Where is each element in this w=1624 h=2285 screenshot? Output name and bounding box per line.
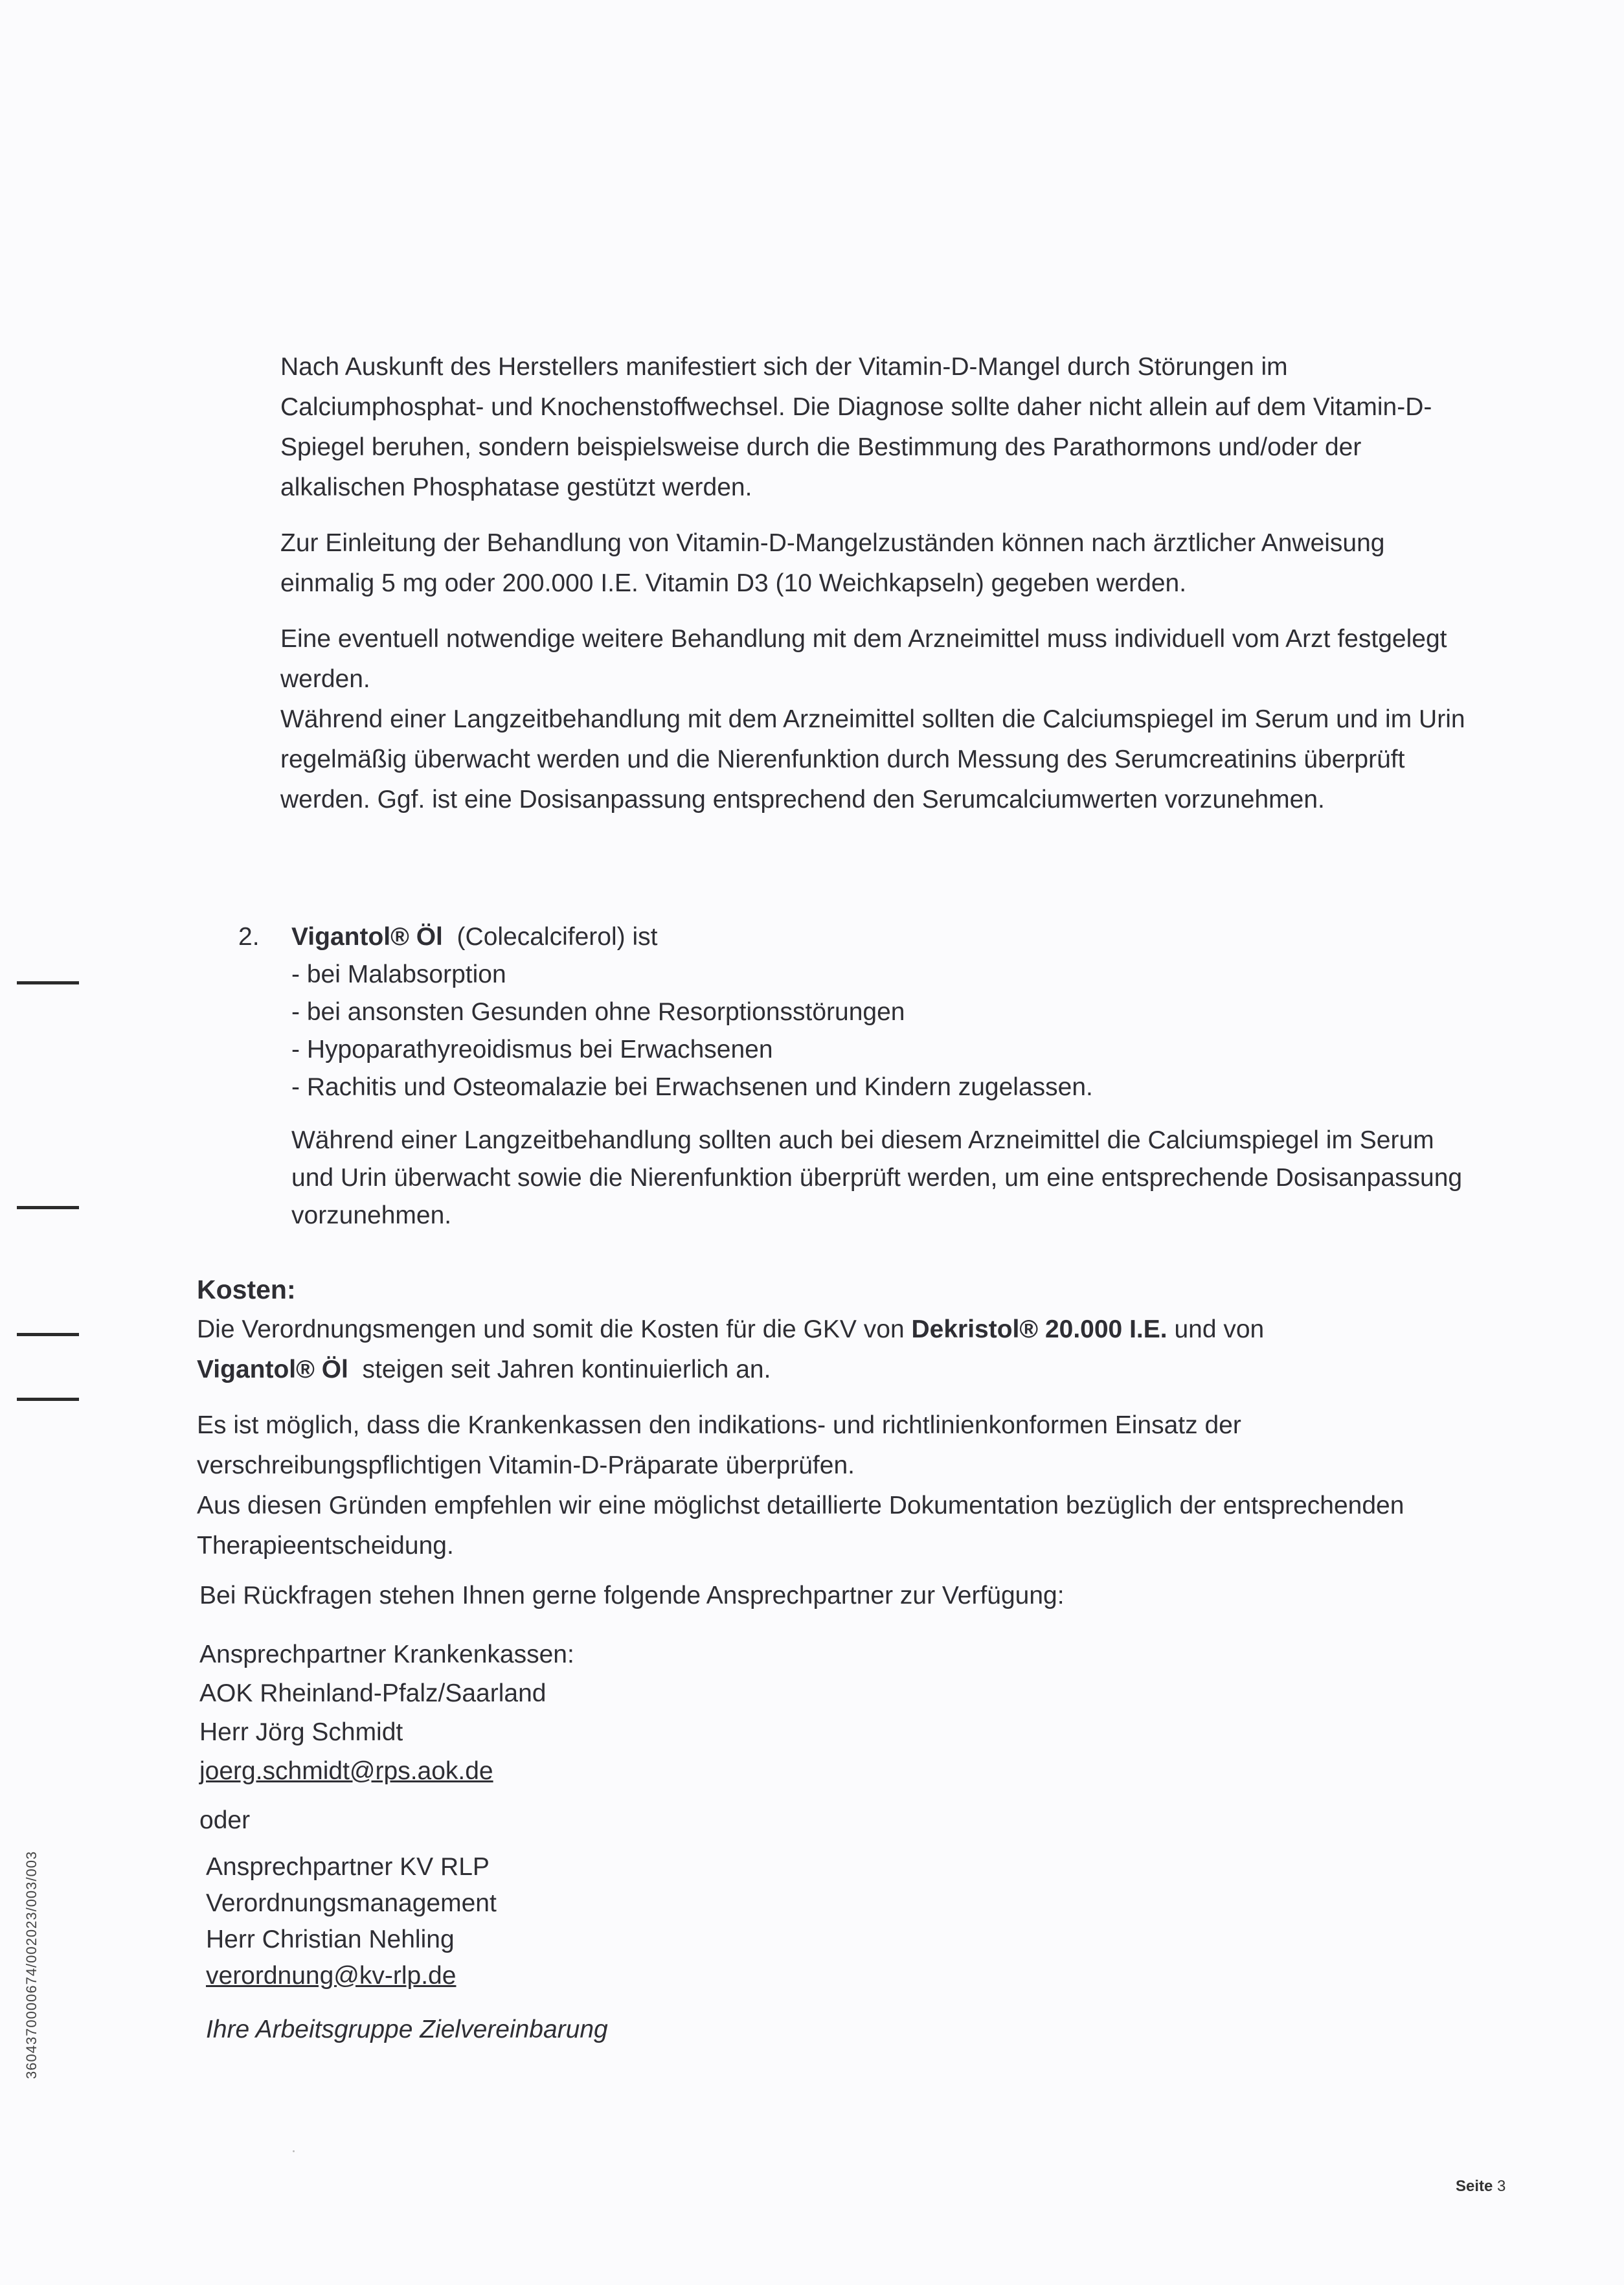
list-item-body (291, 918, 1522, 1234)
kosten-drug-dekristol: Dekristol® 20.000 I.E. (911, 1315, 1167, 1343)
drug-substance: (Colecalciferol) ist (457, 923, 658, 951)
contact-aok (199, 1635, 976, 1791)
side-mark-1 (17, 981, 79, 984)
kosten-heading: Kosten: (197, 1275, 296, 1304)
contact-kv (206, 1849, 983, 1994)
kosten-paragraph-2: Es ist möglich, dass die Krankenkassen den indikations- und richtlinienkonformen Einsatz der verschreibungspflichtigen Vitamin-D-Präparate überprüfen. (197, 1411, 1241, 1479)
contact-aok-org: AOK Rheinland-Pfalz/Saarland (199, 1679, 547, 1707)
indication-2: - bei ansonsten Gesunden ohne Resorptionsstörungen (291, 998, 905, 1026)
drug-name: Vigantol® Öl (291, 923, 443, 951)
kosten-line-2b: steigen seit Jahren kontinuierlich an. (362, 1356, 771, 1383)
list-number: 2. (238, 923, 260, 951)
contact-aok-title: Ansprechpartner Krankenkassen: (199, 1641, 574, 1668)
intro-paragraph-1: Nach Auskunft des Herstellers manifestiert sich der Vitamin-D-Mangel durch Störungen im Calciumphosphat- und Knochenstoffwechsel. Die Diagnose sollte daher nicht allein auf dem Vitamin-D-Spiegel beruhen, sondern beispielsweise durch die Bestimmung des Parathormons und/oder der alkalischen Phosphatase gestützt werden. (280, 353, 1432, 501)
indication-1: - bei Malabsorption (291, 961, 506, 988)
contact-kv-email-link[interactable]: verordnung@kv-rlp.de (206, 1962, 457, 1990)
kosten-section (197, 1269, 1479, 1566)
contact-aok-email-link[interactable]: joerg.schmidt@rps.aok.de (199, 1757, 493, 1785)
contact-intro: Bei Rückfragen stehen Ihnen gerne folgende Ansprechpartner zur Verfügung: (199, 1582, 1065, 1609)
kosten-line-1c: und von (1174, 1315, 1265, 1343)
contact-kv-title: Ansprechpartner KV RLP (206, 1853, 490, 1881)
contact-kv-dept: Verordnungsmanagement (206, 1889, 497, 1917)
indication-4: - Rachitis und Osteomalazie bei Erwachsenen und Kindern zugelassen. (291, 1073, 1093, 1101)
document-id: 3604370000674/002023/003/003 (23, 1850, 39, 2079)
kosten-line-1a: Die Verordnungsmengen und somit die Kosten für die GKV von (197, 1315, 905, 1343)
side-mark-3 (17, 1333, 79, 1336)
intro-section (280, 347, 1475, 820)
scan-dot (293, 2150, 295, 2152)
page-number (1456, 2177, 1506, 2196)
side-mark-2 (17, 1206, 79, 1209)
kosten-drug-vigantol: Vigantol® Öl (197, 1356, 348, 1383)
intro-paragraph-3: Eine eventuell notwendige weitere Behandlung mit dem Arzneimittel muss individuell vom Arzt festgelegt werden. (280, 625, 1447, 693)
contact-kv-name: Herr Christian Nehling (206, 1926, 455, 1953)
intro-paragraph-2: Zur Einleitung der Behandlung von Vitamin-D-Mangelzuständen können nach ärztlicher Anweisung einmalig 5 mg oder 200.000 I.E. Vitamin D3 (10 Weichkapseln) gegeben werden. (280, 529, 1385, 597)
kosten-paragraph-3: Aus diesen Gründen empfehlen wir eine möglichst detaillierte Dokumentation bezüglich der entsprechenden Therapieentscheidung. (197, 1492, 1404, 1560)
or-separator: oder (199, 1806, 251, 1834)
monitoring-note: Während einer Langzeitbehandlung sollten auch bei diesem Arzneimittel die Calciumspiegel im Serum und Urin überwacht sowie die Nierenfunktion überprüft werden, um eine entsprechende Dosisanpassung vorzunehmen. (291, 1126, 1463, 1229)
intro-paragraph-4: Während einer Langzeitbehandlung mit dem Arzneimittel sollten die Calciumspiegel im Serum und im Urin regelmäßig überwacht werden und die Nierenfunktion durch Messung des Serumcreatinins überprüft werden. Ggf. ist eine Dosisanpassung entsprechend den Serumcalciumwerten vorzunehmen. (280, 705, 1465, 813)
signature: Ihre Arbeitsgruppe Zielvereinbarung (206, 2016, 608, 2043)
indication-3: - Hypoparathyreoidismus bei Erwachsenen (291, 1036, 773, 1063)
side-mark-4 (17, 1398, 79, 1401)
page-number-value: 3 (1497, 2177, 1506, 2195)
contact-aok-name: Herr Jörg Schmidt (199, 1718, 403, 1746)
page-label: Seite (1456, 2177, 1493, 2195)
